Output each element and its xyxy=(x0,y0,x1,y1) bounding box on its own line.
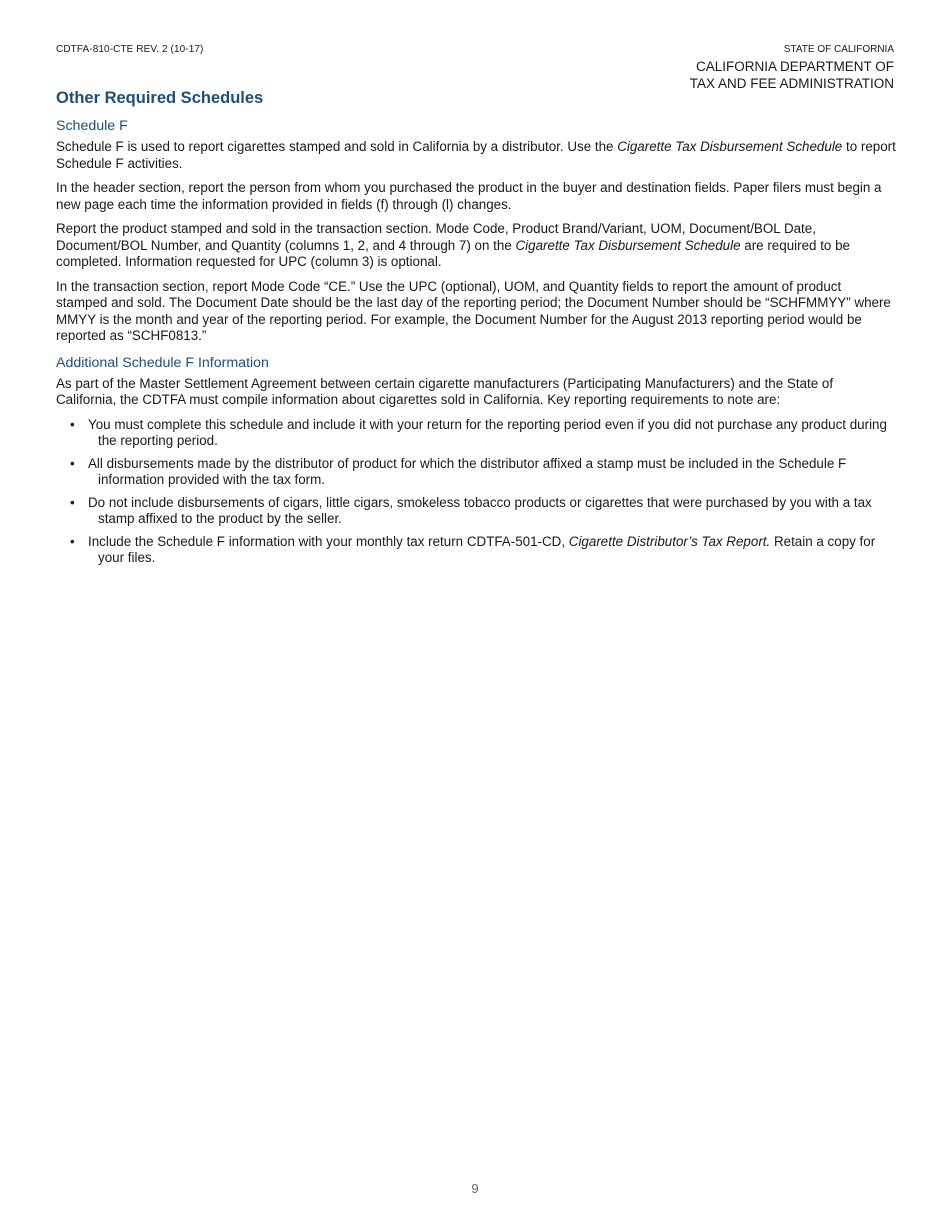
state-label: STATE OF CALIFORNIA xyxy=(783,44,894,55)
department-line-1: CALIFORNIA DEPARTMENT OF xyxy=(695,59,894,74)
form-id: CDTFA-810-CTE REV. 2 (10-17) xyxy=(56,44,204,55)
bullet-icon: • xyxy=(70,533,75,549)
section-title: Other Required Schedules xyxy=(56,89,264,107)
list-item: • You must complete this schedule and include it with your return for the reporting period even if you did not purchase any product during the reporting period. xyxy=(70,416,887,448)
list-item: • All disbursements made by the distributor of product for which the distributor affixed a stamp must be included in the Schedule F information provided with the tax form. xyxy=(70,455,847,487)
schedule-f-paragraph-3: Report the product stamped and sold in the transaction section. Mode Code, Product Brand/Variant, UOM, Document/BOL Date, Document/BOL Number, and Quantity (columns 1, 2, and 4 through 7) on the Cigarette Tax Disbursement Schedule are required to be completed. Information requested for UPC (column 3) is optional. xyxy=(56,221,850,269)
additional-info-intro: As part of the Master Settlement Agreement between certain cigarette manufacturers (Participating Manufacturers) and the State of California, the CDTFA must compile information about cigarettes sold in California. Key reporting requirements to note are: xyxy=(56,375,834,407)
schedule-f-paragraph-2: In the header section, report the person from whom you purchased the product in the buyer and destination fields. Paper filers must begin a new page each time the information provided in fields (f) through (l) changes. xyxy=(56,180,882,212)
schedule-f-paragraph-1: Schedule F is used to report cigarettes stamped and sold in California by a distributor. Use the Cigarette Tax Disbursement Schedule to report Schedule F activities. xyxy=(56,139,896,171)
agency-header xyxy=(690,44,894,92)
bullet-icon: • xyxy=(70,416,75,432)
bullet-icon: • xyxy=(70,494,75,510)
additional-info-heading: Additional Schedule F Information xyxy=(56,354,269,371)
form-title-ref: Cigarette Distributor’s Tax Report. xyxy=(568,533,771,549)
form-title-ref: Cigarette Tax Disbursement Schedule xyxy=(515,237,741,253)
schedule-f-paragraph-4: In the transaction section, report Mode Code “CE.” Use the UPC (optional), UOM, and Quantity fields to report the amount of product stamped and sold. The Document Date should be the last day of the reporting period; the Document Number should be “SCHFMMYY” where MMYY is the month and year of the reporting period. For example, the Document Number for the August 2013 reporting period would be reported as “SCHF0813.” xyxy=(56,278,891,343)
department-line-2: TAX AND FEE ADMINISTRATION xyxy=(689,76,894,91)
bullet-icon: • xyxy=(70,455,75,471)
list-item: • Include the Schedule F information with your monthly tax return CDTFA-501-CD, Cigarette Distributor’s Tax Report. Retain a copy for your files. xyxy=(70,533,876,565)
page-content xyxy=(56,88,896,573)
requirements-list xyxy=(56,417,896,567)
schedule-f-heading: Schedule F xyxy=(56,118,128,134)
page-number: 9 xyxy=(471,1181,479,1196)
form-title-ref: Cigarette Tax Disbursement Schedule xyxy=(617,139,843,154)
list-item: • Do not include disbursements of cigars, little cigars, smokeless tobacco products or cigarettes that were purchased by you with a tax stamp affixed to the product by the seller. xyxy=(70,494,872,526)
